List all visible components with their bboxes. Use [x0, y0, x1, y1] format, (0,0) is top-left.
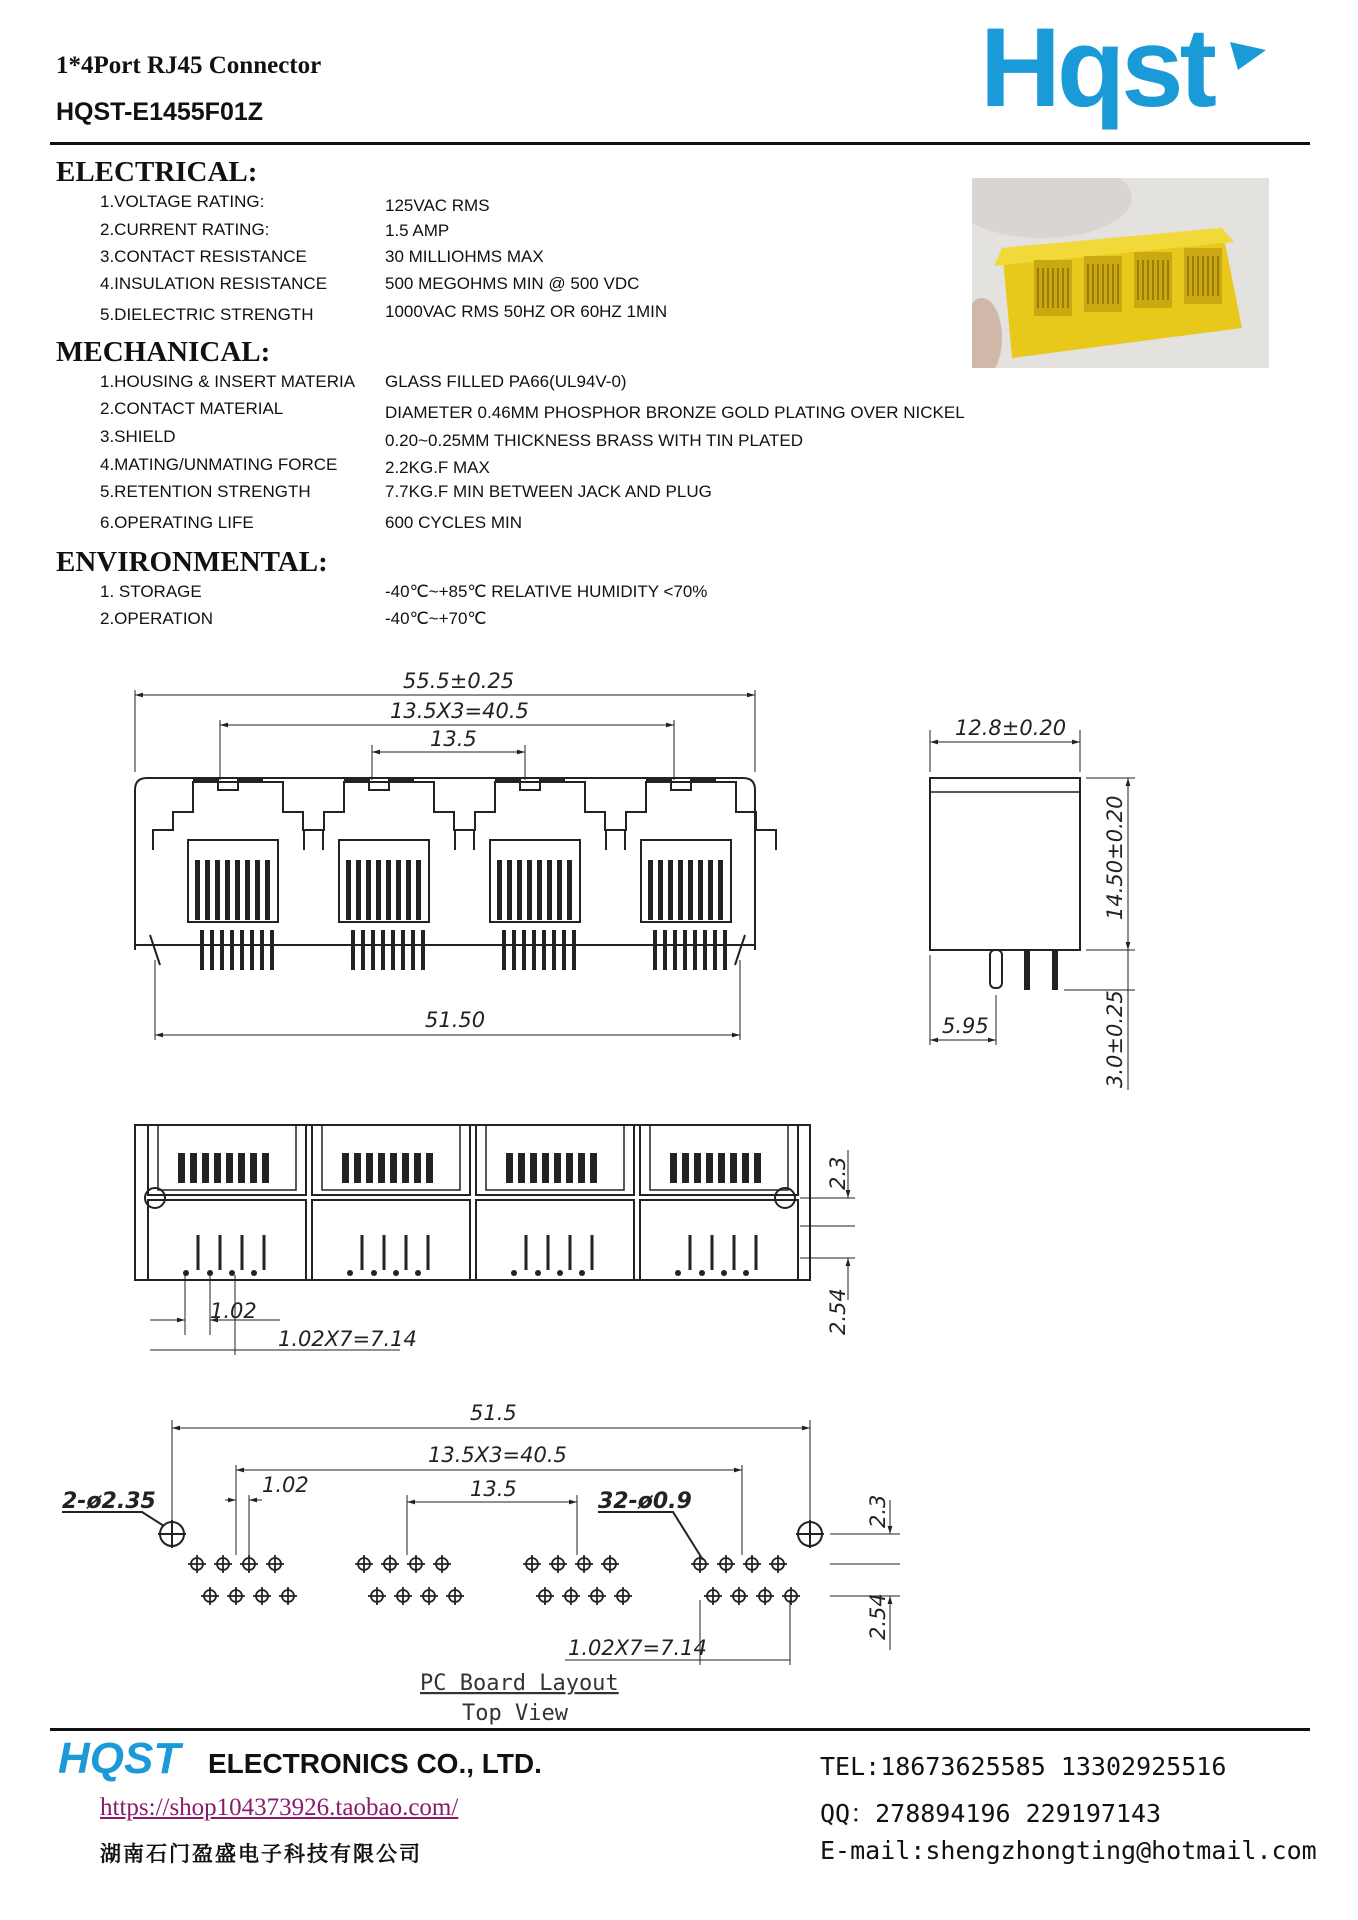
- dim-label: 13.5: [430, 727, 477, 751]
- dim-label: 12.8±0.20: [955, 716, 1067, 740]
- spec-label: 4.MATING/UNMATING FORCE: [100, 455, 338, 474]
- dim-label: 51.5: [470, 1401, 517, 1425]
- shop-link[interactable]: https://shop104373926.taobao.com/: [100, 1794, 459, 1821]
- spec-value: 0.20~0.25MM THICKNESS BRASS WITH TIN PLATED: [385, 431, 804, 450]
- footer-divider: [50, 1728, 1310, 1731]
- dim-label: 2.54: [866, 1593, 890, 1640]
- spec-label: 1.VOLTAGE RATING:: [100, 192, 265, 211]
- footer-chinese-name: 湖南石门盈盛电子科技有限公司: [100, 1842, 422, 1866]
- spec-value: 7.7KG.F MIN BETWEEN JACK AND PLUG: [385, 482, 712, 501]
- spec-value: 1000VAC RMS 50HZ OR 60HZ 1MIN: [385, 302, 668, 321]
- spec-label: 5.RETENTION STRENGTH: [100, 482, 311, 501]
- side-view: [930, 716, 1135, 1090]
- mechanical-heading: MECHANICAL:: [56, 336, 271, 368]
- spec-label: 1.HOUSING & INSERT MATERIA: [100, 372, 356, 391]
- electrical-heading: ELECTRICAL:: [56, 156, 258, 188]
- spec-value: DIAMETER 0.46MM PHOSPHOR BRONZE GOLD PLATING OVER NICKEL: [385, 403, 965, 422]
- spec-value: 30 MILLIOHMS MAX: [385, 247, 544, 266]
- dim-label: 14.50±0.20: [1103, 795, 1127, 920]
- contact-email: E-mail:shengzhongting@hotmail.com: [820, 1836, 1317, 1865]
- product-photo: [972, 178, 1269, 368]
- technical-drawing: [0, 650, 1358, 1730]
- dim-label: 55.5±0.25: [403, 669, 515, 693]
- dim-label: 3.0±0.25: [1103, 990, 1127, 1088]
- spec-value: 125VAC RMS: [385, 196, 490, 215]
- front-view: [135, 669, 776, 1040]
- spec-label: 3.CONTACT RESISTANCE: [100, 247, 307, 266]
- spec-label: 5.DIELECTRIC STRENGTH: [100, 305, 314, 324]
- pcb-layout: [62, 1401, 900, 1726]
- dim-label: 1.02: [210, 1299, 257, 1323]
- dim-label: 13.5X3=40.5: [390, 699, 529, 723]
- dim-label: 2.3: [826, 1156, 850, 1190]
- spec-label: 3.SHIELD: [100, 427, 176, 446]
- dim-label: 13.5X3=40.5: [428, 1443, 567, 1467]
- dim-label: 2.54: [826, 1288, 850, 1335]
- dim-label: 1.02X7=7.14: [568, 1636, 707, 1660]
- dim-label: 2.3: [866, 1494, 890, 1528]
- spec-label: 2.CONTACT MATERIAL: [100, 399, 284, 418]
- bottom-view: [135, 1125, 855, 1355]
- document-title: 1*4Port RJ45 Connector: [56, 52, 322, 79]
- environmental-heading: ENVIRONMENTAL:: [56, 546, 328, 578]
- spec-value: 500 MEGOHMS MIN @ 500 VDC: [385, 274, 640, 293]
- footer-brand: HQST: [58, 1734, 181, 1783]
- spec-value: 600 CYCLES MIN: [385, 513, 522, 532]
- contact-qq: QQ：278894196 229197143: [820, 1799, 1162, 1828]
- dim-label: 32-ø0.9: [598, 1489, 692, 1514]
- dim-label: 2-ø2.35: [62, 1489, 156, 1514]
- dim-label: 1.02: [262, 1473, 309, 1497]
- hqst-logo: [980, 14, 1280, 144]
- drawing-caption: Top View: [462, 1701, 568, 1726]
- dim-label: 13.5: [470, 1477, 517, 1501]
- spec-value: 2.2KG.F MAX: [385, 458, 490, 477]
- footer-company: ELECTRONICS CO., LTD.: [208, 1748, 542, 1779]
- drawing-caption: PC Board Layout: [420, 1671, 619, 1696]
- header-divider: [50, 142, 1310, 145]
- contact-tel: TEL:18673625585 13302925516: [820, 1752, 1227, 1781]
- svg-text:Hqst: Hqst: [980, 14, 1213, 130]
- spec-label: 2.OPERATION: [100, 609, 214, 628]
- dim-label: 51.50: [425, 1008, 486, 1032]
- spec-label: 2.CURRENT RATING:: [100, 220, 270, 239]
- spec-value: 1.5 AMP: [385, 221, 450, 240]
- dim-label: 5.95: [942, 1014, 989, 1038]
- spec-label: 6.OPERATING LIFE: [100, 513, 254, 532]
- spec-value: GLASS FILLED PA66(UL94V-0): [385, 372, 627, 391]
- part-number: HQST-E1455F01Z: [56, 98, 264, 126]
- dim-label: 1.02X7=7.14: [278, 1327, 417, 1351]
- spec-label: 1. STORAGE: [100, 582, 202, 601]
- spec-value: -40℃~+85℃ RELATIVE HUMIDITY <70%: [385, 582, 708, 601]
- spec-label: 4.INSULATION RESISTANCE: [100, 274, 328, 293]
- spec-value: -40℃~+70℃: [385, 609, 487, 628]
